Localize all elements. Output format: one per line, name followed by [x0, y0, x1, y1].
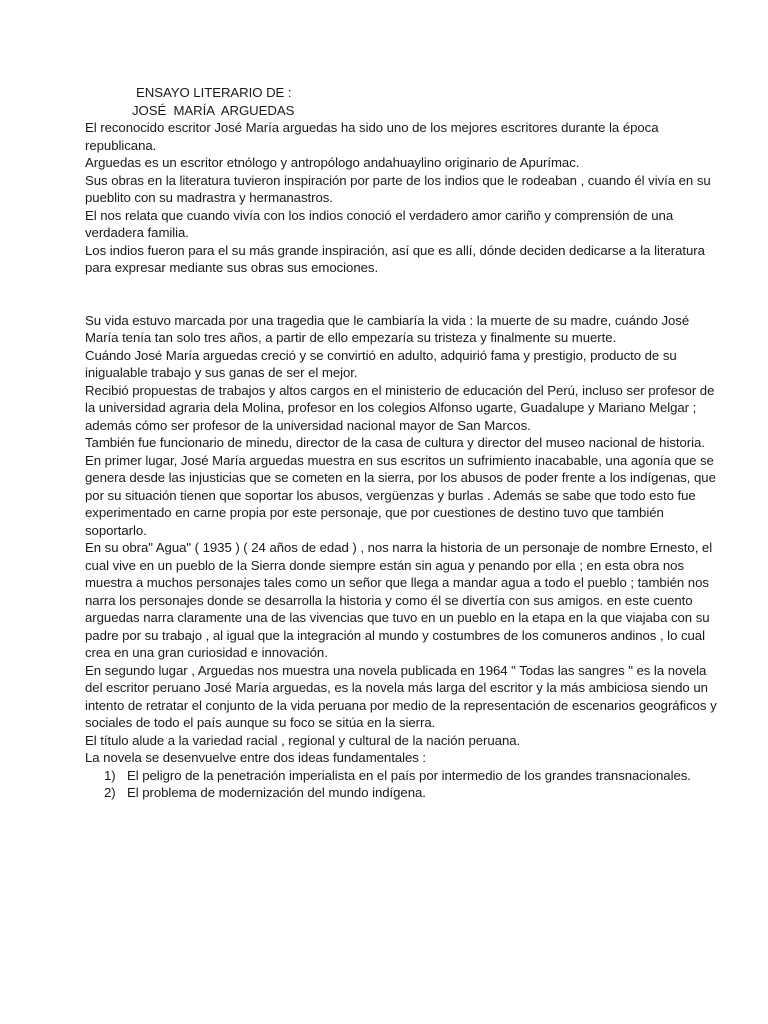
paragraph: En primer lugar, José María arguedas muestra en sus escritos un sufrimiento inacabable, una agonía que se genera desde las injusticias que se cometen en la sierra, por los abusos de poder frente a los indígenas, que por su situación tienen que soportar los abusos, vergüenzas y burlas . Además se sabe que todo esto fue experimentado en carne propia por este personaje, que por cuestiones de destino tuvo que también soportarlo.	[85, 452, 716, 538]
paragraph: El reconocido escritor José María arguedas ha sido uno de los mejores escritores durante la época republicana.	[85, 120, 659, 153]
list-item-number: 2)	[104, 785, 116, 800]
paragraph: La novela se desenvuelve entre dos ideas fundamentales :	[85, 750, 427, 765]
paragraph: Los indios fueron para el su más grande inspiración, así que es allí, dónde deciden dedicarse a la literatura para expresar mediante sus obras sus emociones.	[85, 242, 705, 275]
list-item	[85, 767, 725, 785]
essay-content	[85, 84, 725, 802]
list-item	[85, 784, 725, 802]
paragraph: También fue funcionario de minedu, director de la casa de cultura y director del museo nacional de historia.	[85, 435, 705, 450]
paragraph: El título alude a la variedad racial , regional y cultural de la nación peruana.	[85, 732, 521, 748]
paragraph: Arguedas es un escritor etnólogo y antropólogo andahuaylino originario de Apurímac.	[85, 155, 580, 170]
list-item-number: 1)	[104, 767, 116, 783]
paragraph: El nos relata que cuando vivía con los indios conoció el verdadero amor cariño y comprensión de una verdadera familia.	[85, 207, 674, 240]
section-spacer	[85, 277, 725, 312]
essay-title: ENSAYO LITERARIO DE :	[136, 85, 292, 100]
paragraph: Cuándo José María arguedas creció y se convirtió en adulto, adquirió fama y prestigio, producto de su inigualable trabajo y sus ganas de ser el mejor.	[85, 347, 677, 380]
paragraph: Recibió propuestas de trabajos y altos cargos en el ministerio de educación del Perú, incluso ser profesor de la universidad agraria dela Molina, profesor en los colegios Alfonso ugarte, Guadalupe y Mariano Melgar ; además cómo ser profesor de la universidad nacional mayor de San Marcos.	[85, 382, 715, 433]
paragraph: Sus obras en la literatura tuvieron inspiración por parte de los indios que le rodeaban , cuando él vivía en su pueblito con su madrastra y hermanastros.	[85, 172, 711, 205]
list-item-text: El problema de modernización del mundo indígena.	[127, 785, 426, 800]
numbered-list	[85, 767, 725, 802]
paragraph: Su vida estuvo marcada por una tragedia que le cambiaría la vida : la muerte de su madre, cuándo José María tenía tan solo tres años, a partir de ello empezaría su tristeza y finalmente su muerte.	[85, 312, 690, 345]
paragraph: En su obra" Agua" ( 1935 ) ( 24 años de edad ) , nos narra la historia de un personaje de nombre Ernesto, el cual vive en un pueblo de la Sierra donde siempre están sin agua y penando por ella ; en esta obra nos muestra a muchos personajes tales como un señor que llega a mandar agua a todo el pueblo ; también nos narra los personajes donde se desarrolla la historia y como él se divertía con sus amigos. en este cuento arguedas narra claramente una de las vivencias que tuvo en un pueblo en la etapa en la que viajaba con su padre por su trabajo , al igual que la integración al mundo y costumbres de los comuneros andinos , lo cual crea en una gran curiosidad e innovación.	[85, 540, 713, 660]
paragraph: En segundo lugar , Arguedas nos muestra una novela publicada en 1964 " Todas las sangres " es la novela del escritor peruano José María arguedas, es la novela más larga del escritor y la más ambiciosa siendo un intento de retratar el conjunto de la vida peruana por medio de la representación de escenarios geográficos y sociales de todo el país aunque su foco se sitúa en la sierra.	[85, 662, 717, 730]
author-name: JOSÉ MARÍA ARGUEDAS	[132, 102, 295, 118]
list-item-text: El peligro de la penetración imperialista en el país por intermedio de los grandes transnacionales.	[127, 767, 691, 783]
